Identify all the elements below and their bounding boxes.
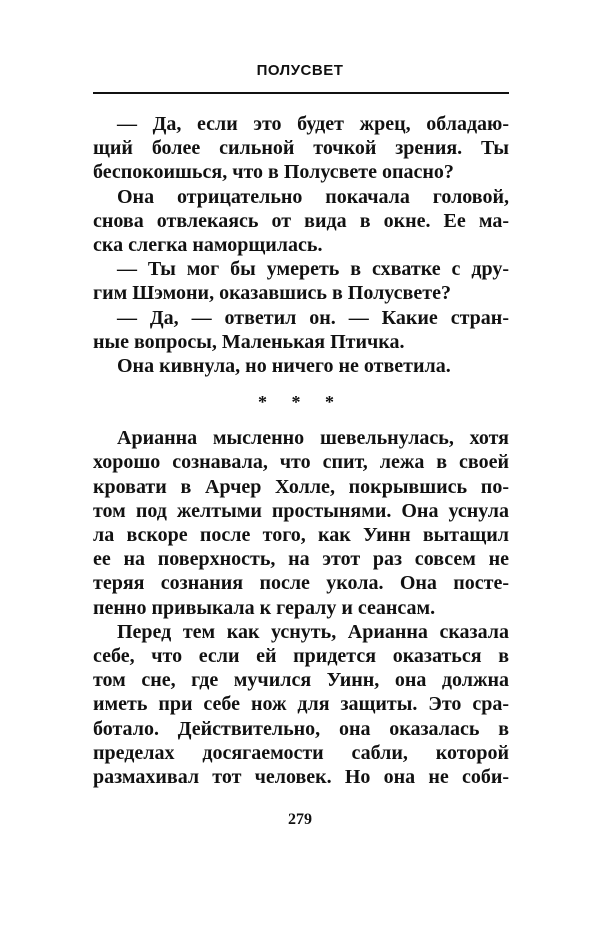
- text-line: гим Шэмони, оказавшись в Полусвете?: [93, 282, 451, 305]
- text-line: размахивал тот человек. Но она не соби-: [93, 766, 509, 789]
- text-line: снова отвлекаясь от вида в окне. Ее ма-: [93, 209, 509, 232]
- text-line: ные вопросы, Маленькая Птичка.: [93, 330, 405, 353]
- text-line: — Ты мог бы умереть в схватке с дру-: [117, 258, 509, 281]
- text-line: ска слегка наморщилась.: [93, 234, 323, 257]
- text-line: Перед тем как уснуть, Арианна сказала: [117, 620, 509, 643]
- text-line: ла вскоре после того, как Уинн вытащил: [93, 524, 509, 547]
- text-line: хорошо сознавала, что спит, лежа в своей: [93, 451, 509, 474]
- text-line: теряя сознания после укола. Она посте-: [93, 572, 509, 595]
- text-line: том под желтыми простынями. Она уснула: [93, 499, 509, 522]
- text-line: пределах досягаемости сабли, которой: [93, 741, 509, 764]
- text-line: Арианна мысленно шевельнулась, хотя: [117, 427, 509, 450]
- text-line: ее на поверхность, на этот раз совсем не: [93, 548, 509, 571]
- running-head: ПОЛУСВЕТ: [256, 62, 344, 79]
- text-line: ботало. Действительно, она оказалась в: [93, 717, 509, 740]
- page-body: [93, 112, 509, 789]
- page-number: 279: [288, 811, 312, 828]
- text-line: — Да, если это будет жрец, обладаю-: [117, 113, 509, 135]
- text-line: себе, что если ей придется оказаться в: [93, 645, 509, 668]
- text-line: том сне, где мучился Уинн, она должна: [93, 669, 509, 692]
- text-line: Она отрицательно покачала головой,: [117, 185, 509, 208]
- text-line: — Да, — ответил он. — Какие стран-: [117, 306, 509, 329]
- section-break: * * *: [258, 392, 344, 413]
- text-line: щий более сильной точкой зрения. Ты: [93, 137, 509, 160]
- text-line: беспокоишься, что в Полусвете опасно?: [93, 161, 454, 184]
- text-line: иметь при себе нож для защиты. Это сра-: [93, 693, 509, 716]
- text-line: Она кивнула, но ничего не ответила.: [117, 355, 451, 378]
- header-rule: [93, 92, 509, 94]
- text-line: кровати в Арчер Холле, покрывшись по-: [93, 475, 509, 498]
- text-line: пенно привыкала к гералу и сеансам.: [93, 596, 436, 619]
